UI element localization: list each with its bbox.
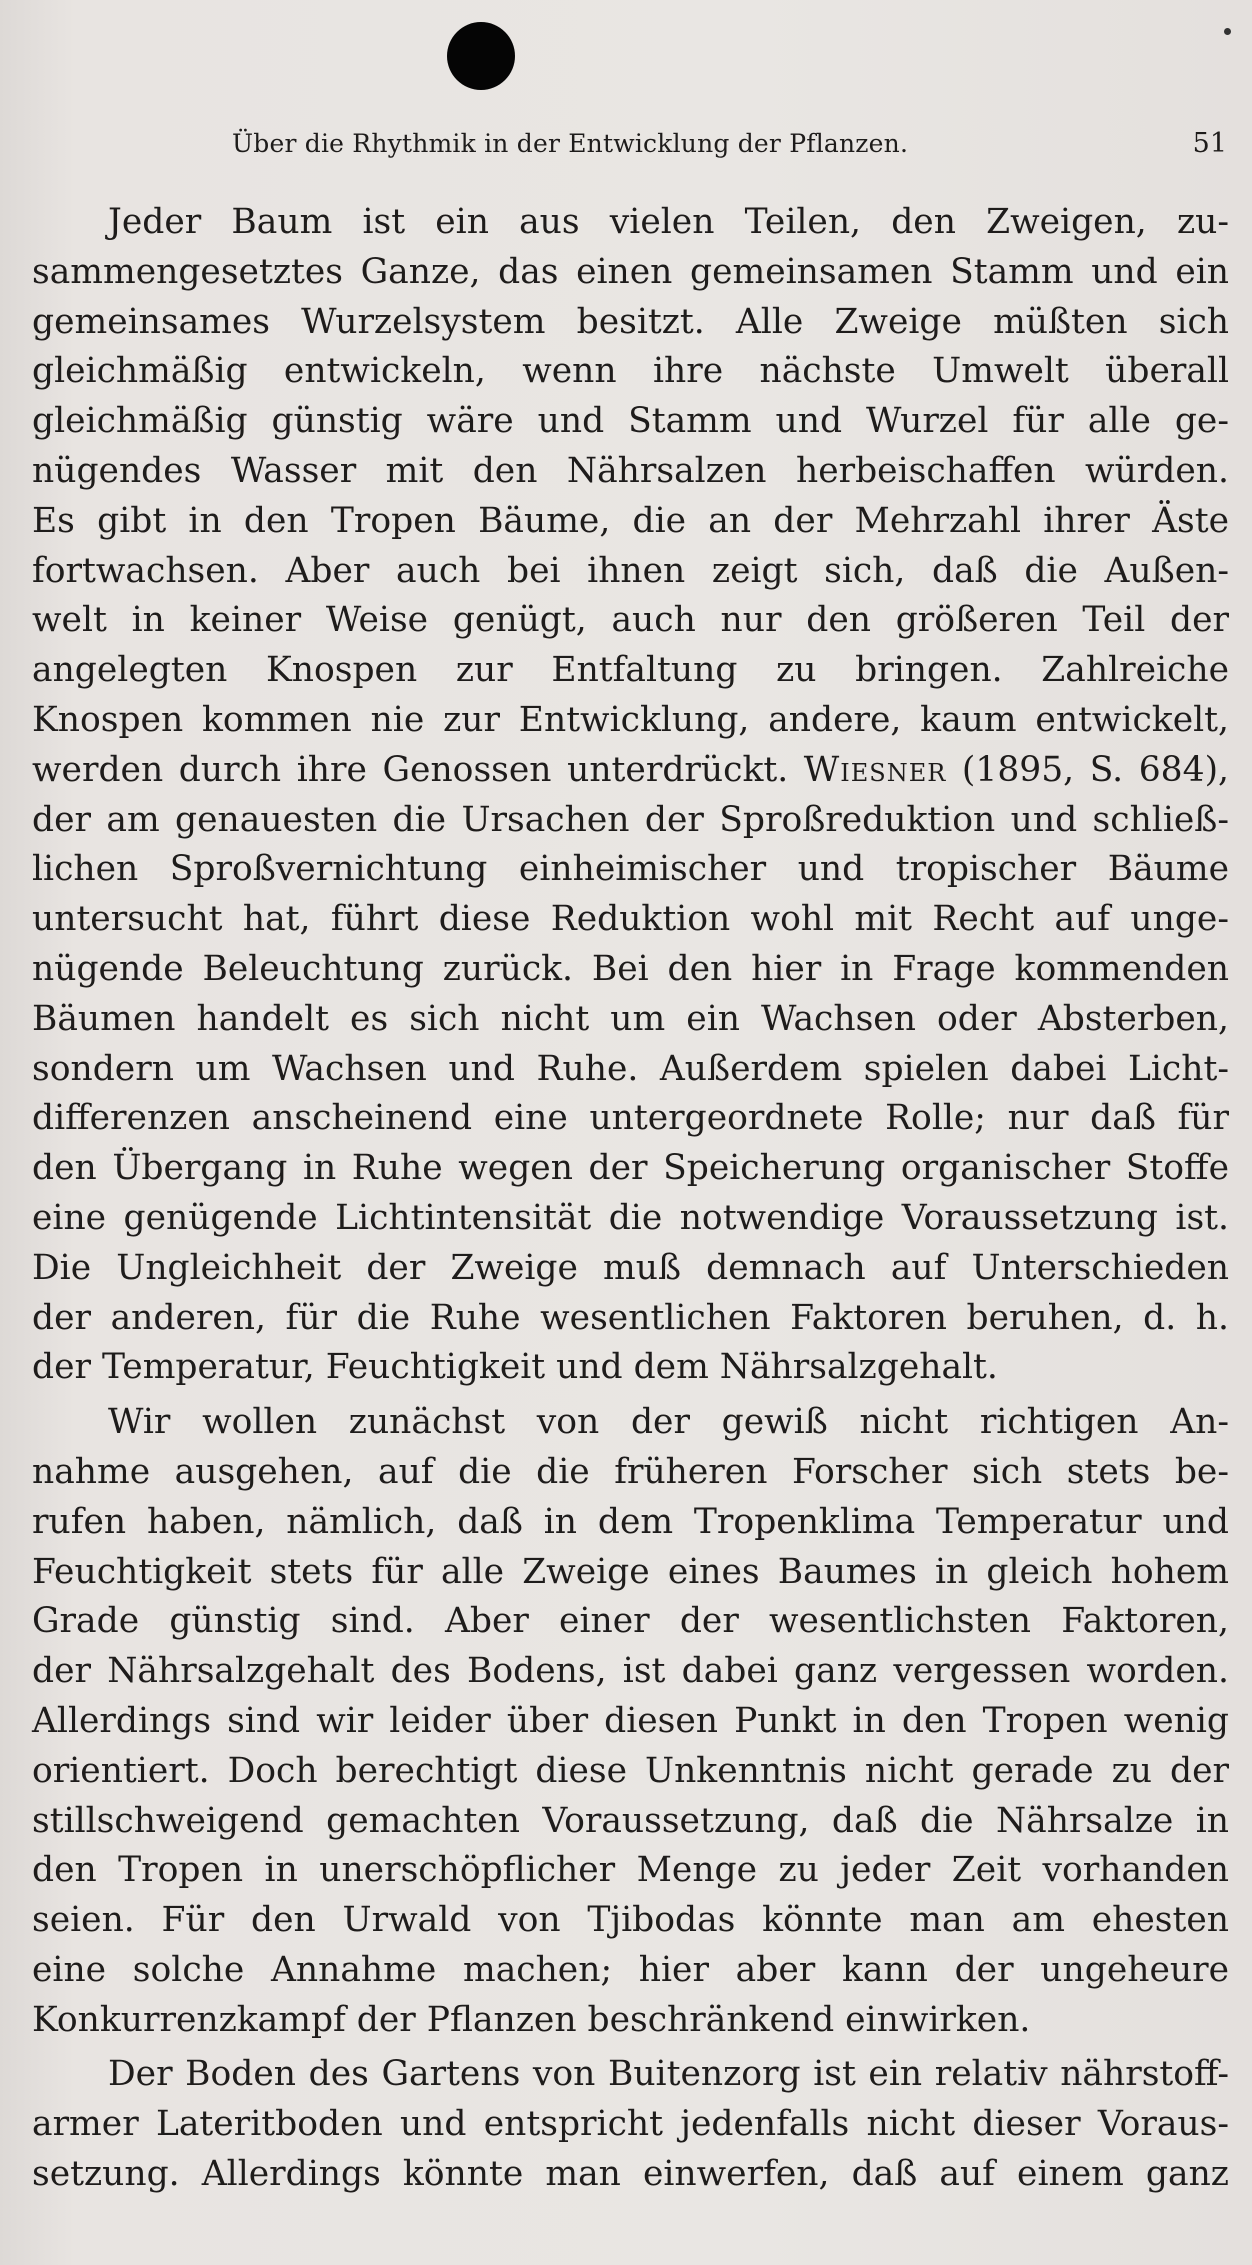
citation-author: Wiesner [803, 749, 947, 790]
text-line: der anderen, für die Ruhe wesentlichen Faktoren beruhen, d. h. [32, 1297, 1229, 1338]
text-line: setzung. Allerdings könnte man einwerfen, daß auf einem ganz [32, 2154, 1229, 2195]
text-line: Bäumen handelt es sich nicht um ein Wachsen oder Absterben, [32, 998, 1229, 1039]
text-line: armer Lateritboden und entspricht jedenfalls nicht dieser Voraus- [32, 2104, 1229, 2145]
text-line: Grade günstig sind. Aber einer der wesentlichsten Faktoren, [32, 1601, 1229, 1642]
text-line-with-citation [32, 746, 1229, 796]
text-line: orientiert. Doch berechtigt diese Unkenntnis nicht gerade zu der [32, 1750, 1229, 1791]
text-line: Es gibt in den Tropen Bäume, die an der Mehrzahl ihrer Äste [32, 500, 1229, 541]
text-line: gleichmäßig günstig wäre und Stamm und Wurzel für alle ge- [32, 401, 1229, 442]
text-line: stillschweigend gemachten Voraussetzung, daß die Nährsalze in [32, 1800, 1229, 1841]
text-line: den Tropen in unerschöpflicher Menge zu jeder Zeit vorhanden [32, 1850, 1229, 1891]
body-text [32, 198, 1229, 2200]
text-line: nahme ausgehen, auf die die früheren Forscher sich stets be- [32, 1451, 1229, 1492]
text-line: der Temperatur, Feuchtigkeit und dem Nährsalzgehalt. [32, 1347, 998, 1388]
paragraph-3 [32, 2050, 1229, 2199]
text-line: sammengesetztes Ganze, das einen gemeinsamen Stamm und ein [32, 251, 1229, 292]
running-title: Über die Rhythmik in der Entwicklung der Pflanzen. [232, 129, 909, 158]
page-number: 51 [1192, 128, 1227, 159]
text-line: Wir wollen zunächst von der gewiß nicht richtigen An- [108, 1402, 1229, 1443]
text-line: der am genauesten die Ursachen der Sproßreduktion und schließ- [32, 799, 1229, 840]
punch-hole-mark [447, 22, 515, 90]
text-line: Allerdings sind wir leider über diesen Punkt in den Tropen wenig [32, 1700, 1229, 1741]
text-line: rufen haben, nämlich, daß in dem Tropenklima Temperatur und [32, 1501, 1229, 1542]
text-line: fortwachsen. Aber auch bei ihnen zeigt sich, daß die Außen- [32, 550, 1229, 591]
text-line: Knospen kommen nie zur Entwicklung, andere, kaum entwickelt, [32, 699, 1229, 740]
text-line: untersucht hat, führt diese Reduktion wohl mit Recht auf unge- [32, 899, 1229, 940]
text-line: der Nährsalzgehalt des Bodens, ist dabei ganz vergessen worden. [32, 1651, 1229, 1692]
text-line: seien. Für den Urwald von Tjibodas könnte man am ehesten [32, 1900, 1229, 1941]
text-line: lichen Sproßvernichtung einheimischer und tropischer Bäume [32, 849, 1229, 890]
text-line: differenzen anscheinend eine untergeordnete Rolle; nur daß für [32, 1098, 1229, 1139]
text-line: Jeder Baum ist ein aus vielen Teilen, den Zweigen, zu- [108, 202, 1229, 242]
text-segment: werden durch ihre Genossen unterdrückt. [32, 749, 789, 790]
text-line: eine genügende Lichtintensität die notwendige Voraussetzung ist. [32, 1197, 1229, 1238]
text-line: gleichmäßig entwickeln, wenn ihre nächste Umwelt überall [32, 351, 1229, 392]
paragraph-1 [32, 198, 1229, 1393]
text-line: den Übergang in Ruhe wegen der Speicherung organischer Stoffe [32, 1148, 1229, 1189]
text-line: sondern um Wachsen und Ruhe. Außerdem spielen dabei Licht- [32, 1048, 1229, 1089]
text-line: Die Ungleichheit der Zweige muß demnach auf Unterschieden [32, 1247, 1229, 1288]
text-line: eine solche Annahme machen; hier aber kann der ungeheure [32, 1949, 1229, 1990]
text-line: nügende Beleuchtung zurück. Bei den hier in Frage kommenden [32, 948, 1229, 989]
text-line: Feuchtigkeit stets für alle Zweige eines Baumes in gleich hohem [32, 1551, 1229, 1592]
text-line: gemeinsames Wurzelsystem besitzt. Alle Zweige müßten sich [32, 301, 1229, 342]
text-line: angelegten Knospen zur Entfaltung zu bringen. Zahlreiche [32, 650, 1229, 691]
paragraph-2 [32, 1398, 1229, 2045]
text-line: welt in keiner Weise genügt, auch nur den größeren Teil der [32, 600, 1229, 641]
text-line: Der Boden des Gartens von Buitenzorg ist ein relativ nährstoff- [108, 2054, 1229, 2095]
text-line: nügendes Wasser mit den Nährsalzen herbeischaffen würden. [32, 450, 1229, 491]
citation-reference: (1895, S. 684), [961, 749, 1229, 790]
running-head [232, 124, 1227, 164]
text-line: Konkurrenzkampf der Pflanzen beschränkend einwirken. [32, 1999, 1031, 2040]
ink-speck [1224, 28, 1231, 35]
